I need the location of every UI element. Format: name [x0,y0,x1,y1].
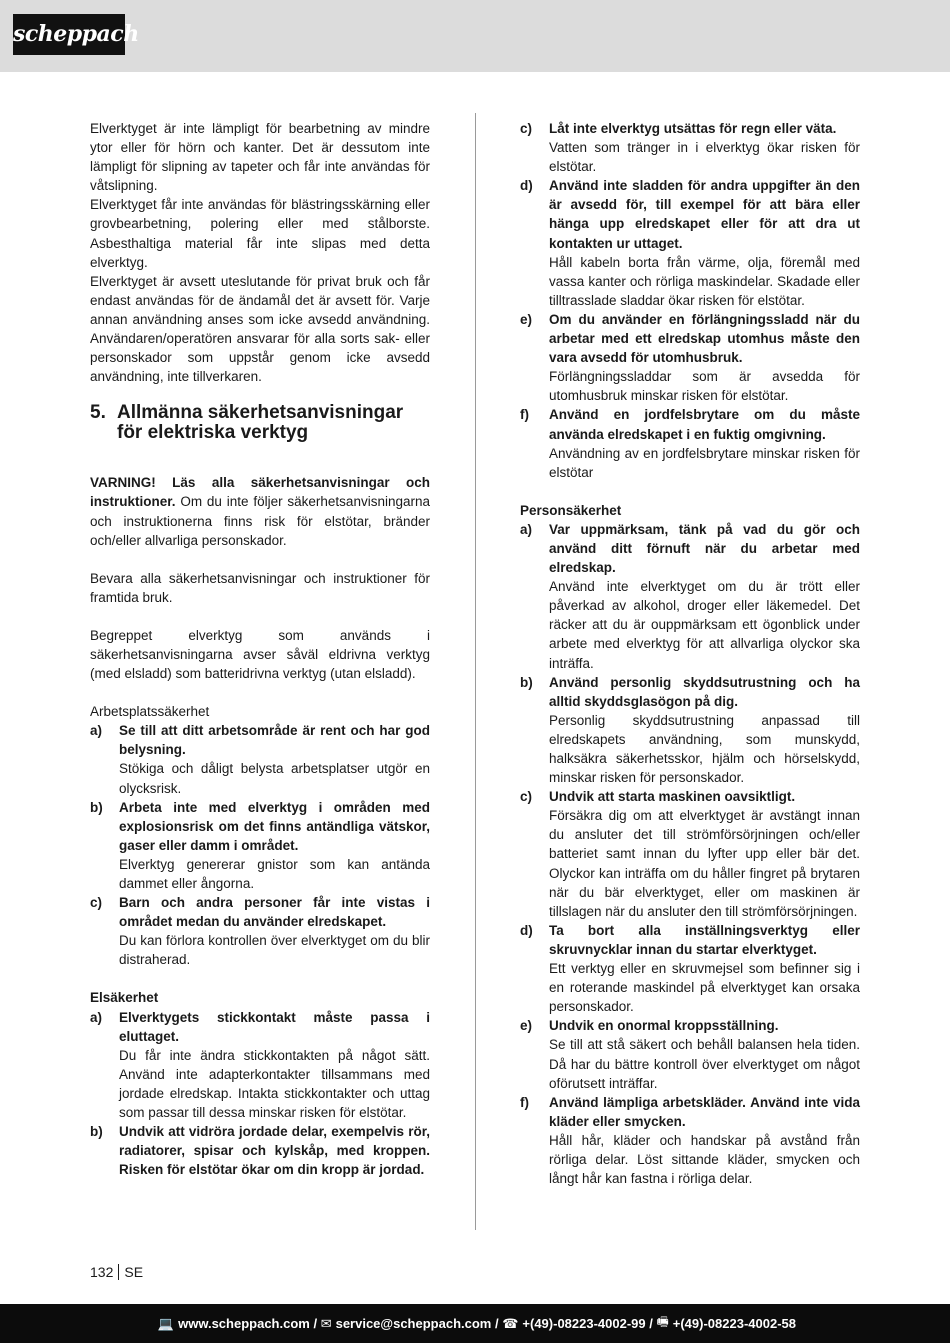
list-item-explanation: Du kan förlora kontrollen över elverktyget om du blir distraherad. [119,933,430,968]
list-item-instruction: Arbeta inte med elverktyg i områden med explosionsrisk om det finns antändliga vätskor, gaser eller damm i området. [119,799,430,853]
list-item-explanation: Använd inte elverktyget om du är trött eller påverkad av alkohol, droger eller läkemedel. Det räcker att du är ouppmärksam ett ögonblick under arbete med elverktyg för att allvarliga olyckor ska inträffa. [549,579,860,671]
section-title: Allmänna säkerhetsanvisningar för elektriska verktyg [117,402,404,444]
language-code: SE [124,1264,144,1280]
list-item-label: c) [520,121,533,136]
list-item-explanation: Håll hår, kläder och handskar på avstånd från rörliga delar. Löst sittande kläder, smycken och långt hår kan fastna i rörliga delar. [549,1132,860,1187]
list-item-instruction: Om du använder en förlängningssladd när du arbetar med ett elredskap utomhus måste den vara avsedd för utomhusbruk. [549,311,860,366]
intro-paragraph-2: Elverktyget får inte användas för blästringsskärning eller grovbearbetning, polering eller med stålborste. Asbesthaltiga material får inte slipas med detta elverktyg. [90,197,430,270]
section-heading [90,403,430,443]
list-item-label: b) [90,1124,103,1140]
list-item [520,310,860,405]
list-item-instruction: Undvik att starta maskinen oavsiktligt. [549,789,796,805]
list-item [520,787,860,921]
list-item-instruction: Barn och andra personer får inte vistas i området medan du använder elredskapet. [119,895,430,930]
list-item-label: f) [520,407,529,423]
list-item-body [549,119,860,176]
list-item [90,721,430,797]
list-item-label: c) [90,895,103,911]
list-item-label: a) [90,723,103,739]
list-item-instruction: Se till att ditt arbetsområde är rent och har god belysning. [119,723,430,758]
list-item-body [549,787,860,921]
list-item-label: d) [520,922,533,938]
workplace-safety-list [90,721,430,969]
list-item [520,1093,860,1188]
page-footer [90,1264,143,1280]
left-column [90,119,430,1179]
list-item-instruction: Använd en jordfelsbrytare om du måste använda elredskapet i en fuktig omgivning. [549,407,860,442]
list-item-instruction: Använd personlig skyddsutrustning och ha alltid skyddsglasögon på dig. [549,674,860,709]
column-divider [475,113,476,1230]
term-definition-paragraph: Begreppet elverktyg som används i säkerhetsanvisningarna avser såväl eldrivna verktyg (med elsladd) som batteridrivna verktyg (utan elsladd). [90,627,430,682]
list-item [90,1122,430,1179]
list-item-body [549,520,860,673]
list-item [520,119,860,176]
keep-instructions-paragraph: Bevara alla säkerhetsanvisningar och instruktioner för framtida bruk. [90,570,430,605]
list-item-label: a) [90,1009,103,1025]
electrical-safety-heading: Elsäkerhet [90,990,159,1006]
list-item [520,405,860,481]
warning-label: VARNING! Läs alla säkerhetsanvisningar och instruktioner. [90,475,430,510]
list-item-instruction: Använd lämpliga arbetskläder. Använd inte vida kläder eller smycken. [549,1094,860,1129]
right-column [520,119,860,1188]
list-item [520,673,860,788]
list-item-body [549,310,860,405]
list-item [520,176,860,310]
list-item-body [119,1122,430,1179]
list-item-label: f) [520,1094,529,1110]
list-item-explanation: Håll kabeln borta från värme, olja, föremål med vassa kanter och rörliga maskindelar. Skadade eller tilltrasslade sladdar ökar risken för elstötar. [549,254,860,308]
list-item-label: e) [520,311,533,327]
list-item-body [119,798,430,893]
list-item-explanation: Ett verktyg eller en skruvmejsel som befinner sig i en roterande maskindel på elverktyget kan orsaka personskador. [549,961,860,1015]
list-item-instruction: Låt inte elverktyg utsättas för regn eller väta. [549,121,837,136]
phone-icon: ☎ [502,1315,519,1331]
computer-icon: 💻 [157,1315,175,1331]
personal-safety-list [520,520,860,1188]
list-item-explanation: Se till att stå säkert och behåll balansen hela tiden. Då har du bättre kontroll över elverktyget om något oförutsett inträffar. [549,1037,860,1091]
list-item-explanation: Personlig skyddsutrustning anpassad till elredskapets användning, som munskydd, halksäkra säkerhetsskor, hjälm och hörselskydd, minskar risken för personskador. [549,712,860,786]
header-bar [0,0,950,72]
list-item-instruction: Använd inte sladden för andra uppgifter än den är avsedd för, till exempel för att bära eller hänga upp elredskapet eller för att dra ut kontakten ur uttaget. [549,178,860,251]
list-item-body [549,405,860,481]
list-item-body [549,921,860,1016]
intro-paragraph-1: Elverktyget är inte lämpligt för bearbetning av mindre ytor eller för hörn och kanter. Det är dessutom inte lämpligt för slipning av tapeter och får inte användas för våtslipning. [90,121,430,194]
list-item-instruction: Ta bort alla inställningsverktyg eller skruvnycklar innan du startar elverktyget. [549,922,860,957]
list-item-explanation: Användning av en jordfelsbrytare minskar risken för elstötar [549,445,860,480]
envelope-icon: ✉ [320,1315,332,1331]
list-item [520,921,860,1016]
section-number: 5. [90,402,106,424]
list-item-instruction: Undvik en onormal kroppsställning. [549,1018,779,1034]
list-item-body [549,673,860,788]
list-item-explanation: Stökiga och dåligt belysta arbetsplatser utgör en olycksrisk. [119,761,430,796]
workplace-safety-heading: Arbetsplatssäkerhet [90,704,210,720]
list-item-label: b) [520,674,533,690]
brand-logo: scheppach [13,14,125,55]
list-item-label: d) [520,178,533,194]
list-item-label: a) [520,521,533,537]
contact-website[interactable]: www.scheppach.com / [178,1316,318,1331]
list-item-instruction: Var uppmärksam, tänk på vad du gör och använd ditt förnuft när du arbetar med elredskap. [549,521,860,576]
list-item-explanation: Förlängningssladdar som är avsedda för utomhusbruk minskar risken för elstötar. [549,369,860,404]
list-item-body [549,176,860,310]
list-item-instruction: Undvik att vidröra jordade delar, exempelvis rör, radiatorer, spisar och kylskåp, med kroppen. Risken för elstötar ökar om din kropp är jordad. [119,1124,430,1178]
list-item [90,893,430,969]
personal-safety-heading: Personsäkerhet [520,502,622,518]
list-item-label: c) [520,789,533,805]
electrical-safety-list-continued [520,119,860,482]
list-item-body [119,893,430,969]
list-item-body [119,721,430,797]
list-item [90,1008,430,1123]
list-item-instruction: Elverktygets stickkontakt måste passa i eluttaget. [119,1009,430,1044]
list-item [520,1016,860,1092]
list-item-body [119,1008,430,1123]
warning-paragraph [90,473,430,549]
fax-icon: 🖷 [656,1313,669,1329]
contact-email[interactable]: service@scheppach.com / [335,1316,499,1331]
list-item [90,798,430,893]
list-item [520,520,860,673]
contact-fax: +(49)-08223-4002-58 [672,1316,796,1331]
electrical-safety-list [90,1008,430,1180]
list-item-explanation: Försäkra dig om att elverktyget är avstängt innan du ansluter det till strömförsörjningen och/eller batteriet samt innan du lyfter upp eller bär det. Olyckor kan inträffa om du håller fingret på brytaren när du bär elverktyget, eller om maskinen är tillslagen när du ansluter den till strömförsörjningen. [549,808,860,919]
list-item-body [549,1016,860,1092]
intro-paragraph-3: Elverktyget är avsett uteslutande för privat bruk och får endast användas för de ändamål det är avsett för. Varje annan användning anses som icke avsedd användning. Användaren/operatören ansvarar för alla sorts sak- eller personskador som uppstår genom icke avsedd användning, inte tillverkaren. [90,273,430,385]
list-item-explanation: Elverktyg genererar gnistor som kan antända dammet eller ångorna. [119,856,430,891]
contact-phone: +(49)-08223-4002-99 / [522,1316,653,1331]
list-item-explanation: Vatten som tränger in i elverktyg ökar risken för elstötar. [549,140,860,175]
contact-bar [0,1304,950,1343]
list-item-body [549,1093,860,1188]
warning-text: Om du inte följer säkerhetsanvisningarna och instruktionerna finns risk för elstötar, bränder och/eller allvarliga personskador. [90,494,430,548]
footer-separator [118,1264,119,1280]
page-number: 132 [90,1264,114,1280]
list-item-label: e) [520,1018,533,1034]
list-item-explanation: Du får inte ändra stickkontakten på något sätt. Använd inte adapterkontakter tillsammans med jordade elredskap. Intakta stickkontakter och uttag som passar till dessa minskar risken för elstötar. [119,1047,430,1121]
list-item-label: b) [90,799,103,815]
